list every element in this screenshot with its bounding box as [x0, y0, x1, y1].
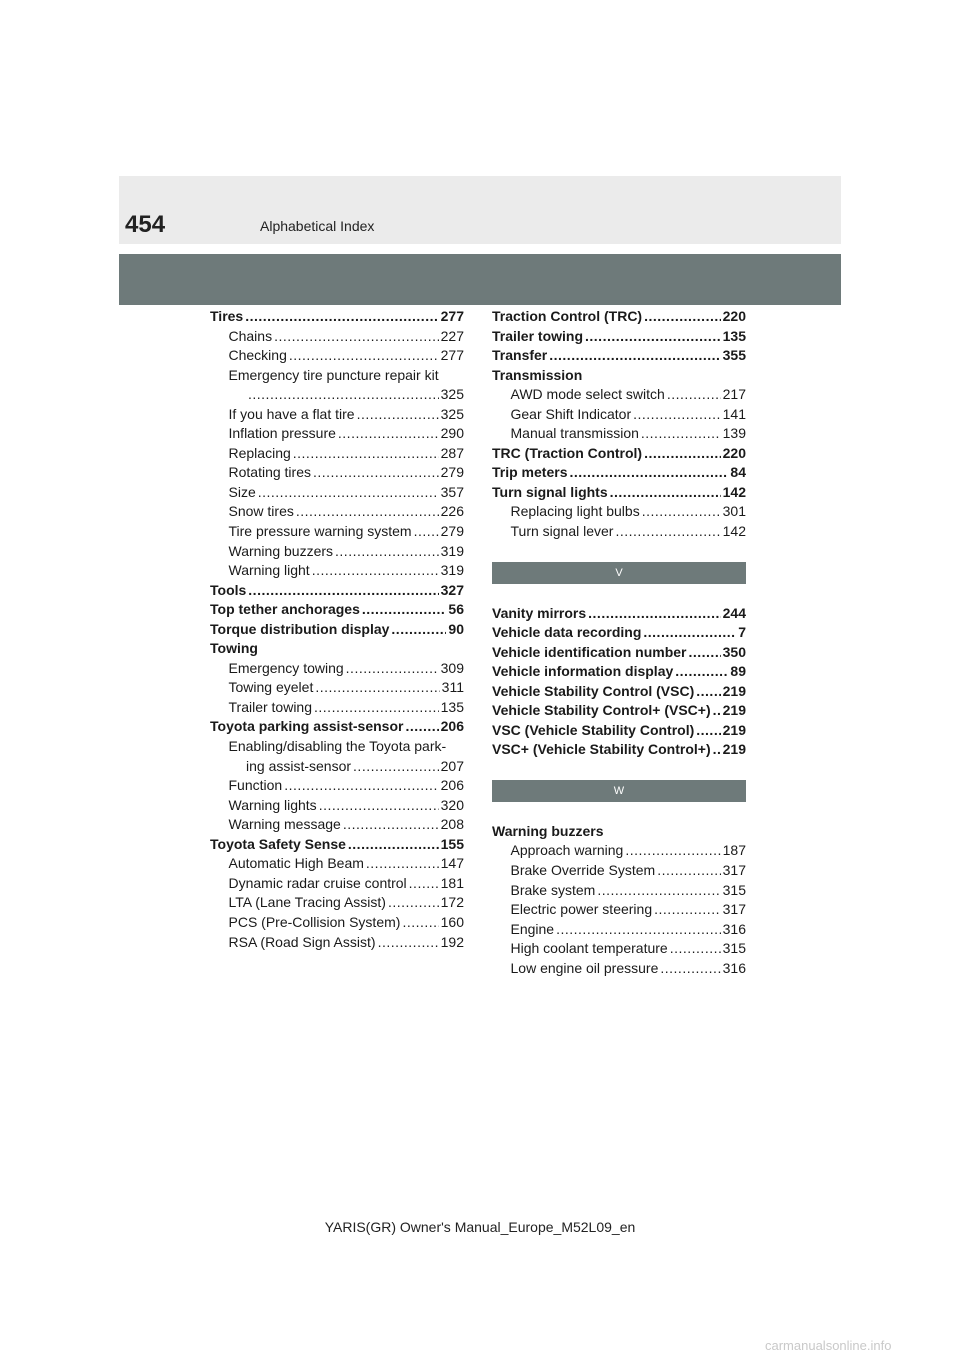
entry-label: Warning buzzers — [492, 822, 604, 839]
entry-label: Turn signal lights — [492, 483, 608, 500]
page-number: 454 — [125, 211, 166, 238]
index-subentry — [492, 841, 746, 861]
entry-label: Low engine oil pressure — [510, 959, 659, 976]
index-entry — [492, 701, 746, 721]
entry-page-number: 219 — [722, 702, 746, 719]
index-subentry — [492, 861, 746, 881]
entry-label: If you have a flat tire — [228, 405, 355, 422]
index-subentry — [492, 502, 746, 522]
entry-page-number: 357 — [440, 483, 464, 500]
entry-page-number: 206 — [440, 718, 464, 735]
entry-label: Size — [228, 483, 256, 500]
index-subentry — [210, 385, 464, 405]
index-entry — [492, 740, 746, 760]
entry-page-number: 350 — [722, 643, 746, 660]
index-subentry — [492, 939, 746, 959]
index-entry — [210, 600, 464, 620]
leader-dots — [644, 444, 721, 464]
entry-page-number: 155 — [440, 835, 464, 852]
leader-dots — [335, 542, 439, 562]
entry-page-number: 208 — [440, 816, 464, 833]
leader-dots — [569, 463, 728, 483]
leader-dots — [312, 561, 439, 581]
entry-page-number: 142 — [722, 523, 746, 540]
entry-page-number: 319 — [440, 542, 464, 559]
entry-label: Vanity mirrors — [492, 604, 587, 621]
leader-dots — [248, 581, 438, 601]
entry-page-number: 89 — [730, 663, 746, 680]
entry-page-number: 207 — [440, 757, 464, 774]
leader-dots — [644, 307, 721, 327]
index-subentry — [210, 874, 464, 894]
index-entry — [210, 581, 464, 601]
entry-label: TRC (Traction Control) — [492, 444, 643, 461]
index-subentry — [210, 796, 464, 816]
leader-dots — [289, 346, 439, 366]
entry-label: Transfer — [492, 347, 548, 364]
index-subentry — [210, 815, 464, 835]
entry-page-number: 315 — [722, 940, 746, 957]
entry-page-number: 319 — [440, 562, 464, 579]
entry-label: Toyota Safety Sense — [210, 835, 346, 852]
index-subentry — [492, 959, 746, 979]
entry-label: Checking — [228, 347, 287, 364]
entry-page-number: 192 — [440, 933, 464, 950]
entry-label: Gear Shift Indicator — [510, 405, 632, 422]
section-spacer — [492, 760, 746, 780]
leader-dots — [319, 796, 439, 816]
index-subentry — [492, 385, 746, 405]
leader-dots — [388, 893, 439, 913]
leader-dots — [713, 701, 721, 721]
entry-label: Replacing light bulbs — [510, 503, 640, 520]
entry-label: VSC+ (Vehicle Stability Control+) — [492, 741, 711, 758]
index-subentry — [210, 502, 464, 522]
index-subentry — [210, 698, 464, 718]
entry-label: Torque distribution display — [210, 620, 390, 637]
entry-page-number: 311 — [441, 679, 464, 696]
entry-page-number: 279 — [440, 523, 464, 540]
entry-page-number: 287 — [440, 444, 464, 461]
entry-label: Dynamic radar cruise control — [228, 874, 407, 891]
index-subentry — [210, 561, 464, 581]
entry-label: Trip meters — [492, 464, 568, 481]
leader-dots — [338, 424, 439, 444]
index-entry — [492, 366, 746, 386]
leader-dots — [688, 643, 720, 663]
entry-label: Inflation pressure — [228, 425, 336, 442]
index-subentry — [210, 678, 464, 698]
entry-page-number: 135 — [440, 698, 464, 715]
entry-label: Electric power steering — [510, 901, 653, 918]
header-bar — [119, 176, 841, 244]
watermark: carmanualsonline.info — [765, 1338, 892, 1353]
entry-label: Trailer towing — [492, 327, 584, 344]
index-subentry — [210, 483, 464, 503]
entry-label: Automatic High Beam — [228, 855, 364, 872]
index-subentry — [210, 542, 464, 562]
index-entry — [492, 483, 746, 503]
entry-page-number: 277 — [440, 308, 464, 324]
leader-dots — [633, 405, 721, 425]
leader-dots — [642, 502, 721, 522]
leader-dots — [713, 740, 721, 760]
index-subentry — [492, 522, 746, 542]
leader-dots — [353, 757, 439, 777]
leader-dots — [248, 385, 439, 405]
entry-label: Function — [228, 777, 283, 794]
entry-page-number: 172 — [440, 894, 464, 911]
leader-dots — [556, 920, 721, 940]
entry-page-number: 142 — [722, 483, 746, 500]
leader-dots — [585, 327, 721, 347]
entry-label: Trailer towing — [228, 698, 313, 715]
index-subentry — [210, 424, 464, 444]
leader-dots — [313, 463, 439, 483]
entry-label: Transmission — [492, 366, 583, 383]
entry-page-number: 90 — [448, 620, 464, 637]
entry-label: PCS (Pre-Collision System) — [228, 913, 401, 930]
entry-label: Warning message — [228, 816, 341, 833]
leader-dots — [346, 659, 439, 679]
entry-label: Towing — [210, 640, 258, 657]
entry-label: Vehicle identification number — [492, 643, 687, 660]
leader-dots — [409, 874, 439, 894]
entry-label: Vehicle Stability Control (VSC) — [492, 682, 695, 699]
leader-dots — [314, 698, 439, 718]
entry-label: Brake Override System — [510, 862, 656, 879]
leader-dots — [696, 682, 720, 702]
index-entry — [492, 327, 746, 347]
leader-dots — [296, 502, 439, 522]
index-entry — [492, 643, 746, 663]
entry-page-number: 316 — [722, 959, 746, 976]
entry-page-number: 220 — [722, 444, 746, 461]
entry-label: Top tether anchorages — [210, 601, 360, 618]
leader-dots — [402, 913, 438, 933]
entry-label: Brake system — [510, 881, 596, 898]
entry-page-number: 277 — [440, 347, 464, 364]
entry-page-number: 187 — [722, 842, 746, 859]
page-title: Alphabetical Index — [260, 218, 375, 234]
entry-label: Towing eyelet — [228, 679, 314, 696]
entry-label: Vehicle Stability Control+ (VSC+) — [492, 702, 711, 719]
entry-page-number: 325 — [440, 386, 464, 403]
entry-page-number: 316 — [722, 920, 746, 937]
leader-dots — [643, 623, 736, 643]
index-entry — [492, 307, 746, 327]
entry-label: Traction Control (TRC) — [492, 308, 643, 324]
leader-dots — [357, 405, 439, 425]
entry-page-number: 244 — [722, 604, 746, 621]
index-entry — [492, 721, 746, 741]
leader-dots — [391, 620, 446, 640]
entry-label: Rotating tires — [228, 464, 311, 481]
entry-label: Vehicle data recording — [492, 624, 642, 641]
entry-page-number: 206 — [440, 777, 464, 794]
entry-page-number: 320 — [440, 796, 464, 813]
leader-dots — [610, 483, 721, 503]
leader-dots — [696, 721, 720, 741]
entry-page-number: 147 — [440, 855, 464, 872]
entry-label: Manual transmission — [510, 425, 639, 442]
entry-page-number: 315 — [722, 881, 746, 898]
entry-page-number: 220 — [722, 308, 746, 324]
entry-label: ing assist-sensor — [246, 757, 352, 774]
index-subentry — [210, 463, 464, 483]
entry-label: Replacing — [228, 444, 291, 461]
section-spacer — [492, 542, 746, 562]
entry-page-number: 325 — [440, 405, 464, 422]
index-entry — [492, 444, 746, 464]
index-subentry — [492, 900, 746, 920]
section-spacer — [492, 584, 746, 604]
entry-page-number: 355 — [722, 347, 746, 364]
leader-dots — [245, 307, 438, 327]
index-entry — [210, 835, 464, 855]
entry-page-number: 317 — [722, 862, 746, 879]
section-letter-band: W — [492, 780, 746, 802]
entry-label: Toyota parking assist-sensor — [210, 718, 404, 735]
entry-page-number: 226 — [440, 503, 464, 520]
entry-label: Tire pressure warning system — [228, 523, 412, 540]
entry-page-number: 327 — [440, 581, 464, 598]
index-subentry — [210, 366, 464, 386]
index-subentry — [210, 776, 464, 796]
index-subentry — [210, 757, 464, 777]
leader-dots — [362, 600, 447, 620]
entry-page-number: 7 — [738, 624, 746, 641]
index-column-right — [492, 307, 746, 978]
index-entry — [210, 639, 464, 659]
section-letter-band: V — [492, 562, 746, 584]
leader-dots — [274, 327, 439, 347]
index-entry — [492, 604, 746, 624]
entry-label: Engine — [510, 920, 555, 937]
entry-page-number: 84 — [730, 464, 746, 481]
index-subentry — [210, 405, 464, 425]
entry-page-number: 56 — [448, 601, 464, 618]
entry-page-number: 141 — [722, 405, 746, 422]
index-subentry — [492, 881, 746, 901]
entry-page-number: 217 — [722, 386, 746, 403]
index-column-left — [210, 307, 464, 952]
index-subentry — [210, 854, 464, 874]
leader-dots — [654, 900, 721, 920]
entry-page-number: 301 — [722, 503, 746, 520]
entry-page-number: 135 — [722, 327, 746, 344]
header-band — [119, 254, 841, 305]
index-entry — [492, 662, 746, 682]
entry-label: Snow tires — [228, 503, 294, 520]
index-entry — [492, 623, 746, 643]
index-subentry — [210, 522, 464, 542]
index-entry — [492, 463, 746, 483]
leader-dots — [597, 881, 720, 901]
entry-page-number: 219 — [722, 721, 746, 738]
entry-label: Warning buzzers — [228, 542, 334, 559]
entry-label: Turn signal lever — [510, 523, 614, 540]
index-subentry — [492, 920, 746, 940]
entry-label: Warning light — [228, 562, 310, 579]
footer-manual-id: YARIS(GR) Owner's Manual_Europe_M52L09_en — [324, 1219, 636, 1235]
leader-dots — [667, 385, 721, 405]
section-spacer — [492, 802, 746, 822]
index-entry — [492, 346, 746, 366]
leader-dots — [414, 522, 439, 542]
index-subentry — [210, 737, 464, 757]
index-subentry — [210, 893, 464, 913]
entry-label: Enabling/disabling the Toyota park- — [228, 738, 447, 755]
leader-dots — [284, 776, 438, 796]
entry-page-number: 219 — [722, 741, 746, 758]
index-subentry — [210, 913, 464, 933]
index-entry — [492, 682, 746, 702]
leader-dots — [343, 815, 439, 835]
index-subentry — [210, 444, 464, 464]
index-subentry — [210, 933, 464, 953]
entry-label: Emergency tire puncture repair kit — [228, 366, 439, 383]
leader-dots — [660, 959, 720, 979]
index-entry — [492, 822, 746, 842]
index-entry — [210, 717, 464, 737]
leader-dots — [258, 483, 439, 503]
entry-page-number: 279 — [440, 464, 464, 481]
entry-page-number: 290 — [440, 425, 464, 442]
entry-label: RSA (Road Sign Assist) — [228, 933, 376, 950]
entry-label: Vehicle information display — [492, 663, 674, 680]
entry-page-number: 227 — [440, 327, 464, 344]
leader-dots — [625, 841, 720, 861]
entry-label: Emergency towing — [228, 659, 344, 676]
index-subentry — [492, 405, 746, 425]
leader-dots — [657, 861, 720, 881]
entry-page-number: 181 — [440, 874, 464, 891]
leader-dots — [405, 717, 438, 737]
entry-label: LTA (Lane Tracing Assist) — [228, 894, 386, 911]
entry-page-number: 139 — [722, 425, 746, 442]
index-subentry — [492, 424, 746, 444]
entry-label: VSC (Vehicle Stability Control) — [492, 721, 695, 738]
entry-label: High coolant temperature — [510, 940, 668, 957]
entry-page-number: 309 — [440, 659, 464, 676]
entry-label: Tools — [210, 581, 247, 598]
leader-dots — [348, 835, 439, 855]
leader-dots — [615, 522, 720, 542]
leader-dots — [293, 444, 439, 464]
index-subentry — [210, 327, 464, 347]
leader-dots — [366, 854, 439, 874]
entry-page-number: 219 — [722, 682, 746, 699]
entry-label: Tires — [210, 308, 244, 324]
leader-dots — [315, 678, 439, 698]
index-entry — [210, 620, 464, 640]
entry-label: Warning lights — [228, 796, 317, 813]
leader-dots — [549, 346, 720, 366]
entry-label: AWD mode select switch — [510, 386, 665, 403]
index-entry — [210, 307, 464, 327]
leader-dots — [378, 933, 439, 953]
leader-dots — [670, 939, 721, 959]
index-subentry — [210, 659, 464, 679]
leader-dots — [588, 604, 720, 624]
entry-page-number: 160 — [440, 913, 464, 930]
entry-label: Approach warning — [510, 842, 624, 859]
index-subentry — [210, 346, 464, 366]
entry-page-number: 317 — [722, 901, 746, 918]
leader-dots — [641, 424, 721, 444]
leader-dots — [675, 662, 728, 682]
entry-label: Chains — [228, 327, 273, 344]
